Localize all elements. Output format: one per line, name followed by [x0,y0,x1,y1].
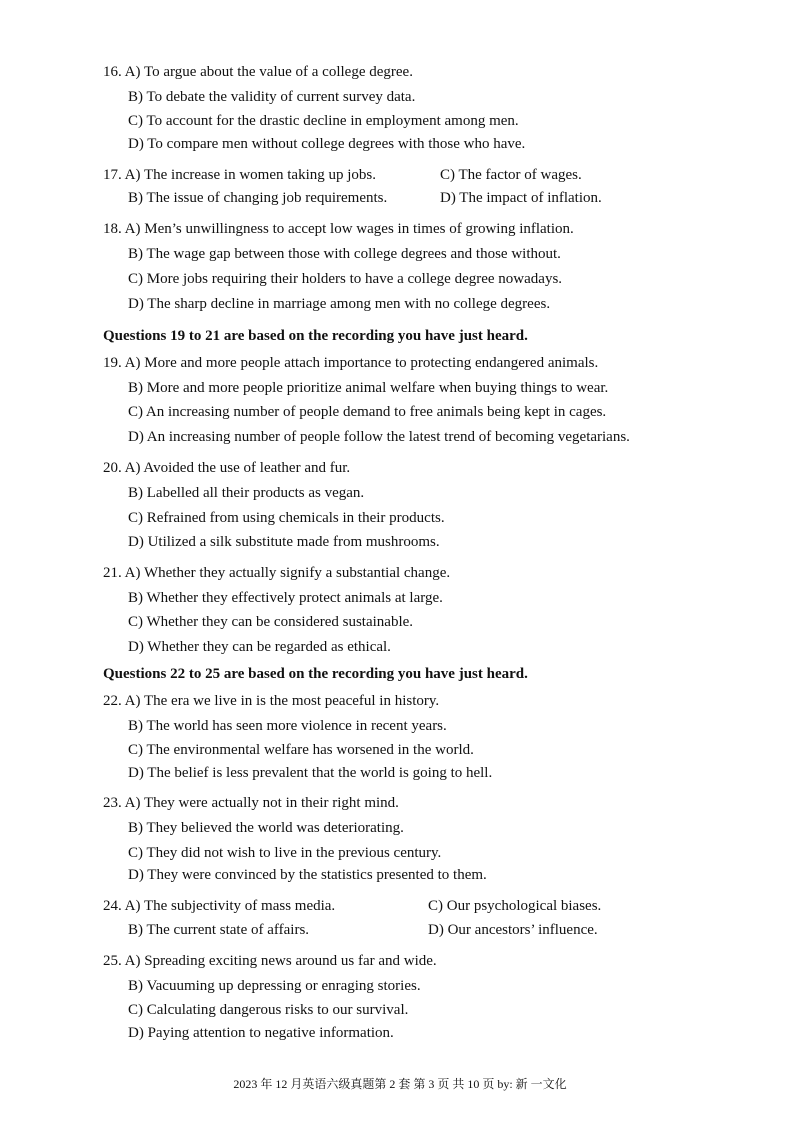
q19-option-c: C) An increasing number of people demand to free animals being kept in cages. [128,404,607,420]
page-footer: 2023 年 12 月英语六级真题第 2 套 第 3 页 共 10 页 by: 新 一文化 [233,1077,567,1091]
q25-option-c: C) Calculating dangerous risks to our survival. [128,1002,409,1018]
q18-option-b: B) The wage gap between those with college degrees and those without. [128,246,561,262]
q21-option-c: C) Whether they can be considered sustainable. [128,614,414,630]
q21-option-d: D) Whether they can be regarded as ethical. [128,639,391,655]
q18-option-a: 18. A) Men’s unwillingness to accept low wages in times of growing inflation. [103,221,574,237]
q21-option-a: 21. A) Whether they actually signify a substantial change. [103,565,451,581]
q23-option-b: B) They believed the world was deteriorating. [128,820,404,836]
q17-option-c: C) The factor of wages. [440,167,582,183]
q16-option-d: D) To compare men without college degrees with those who have. [128,136,526,152]
q20-option-b: B) Labelled all their products as vegan. [128,485,365,501]
q18-option-d: D) The sharp decline in marriage among men with no college degrees. [128,296,551,312]
q22-option-d: D) The belief is less prevalent that the world is going to hell. [128,765,493,781]
q20-option-c: C) Refrained from using chemicals in their products. [128,510,445,526]
q23-option-a: 23. A) They were actually not in their right mind. [103,795,399,811]
q22-option-c: C) The environmental welfare has worsened in the world. [128,742,474,758]
q23-option-d: D) They were convinced by the statistics presented to them. [128,867,487,883]
q24-option-c: C) Our psychological biases. [428,898,602,914]
q19-option-d: D) An increasing number of people follow the latest trend of becoming vegetarians. [128,429,630,445]
q18-option-c: C) More jobs requiring their holders to have a college degree nowadays. [128,271,563,287]
q21-option-b: B) Whether they effectively protect animals at large. [128,590,443,606]
q19-option-a: 19. A) More and more people attach importance to protecting endangered animals. [103,355,599,371]
section-heading-22-25: Questions 22 to 25 are based on the recording you have just heard. [103,666,528,682]
q25-option-a: 25. A) Spreading exciting news around us far and wide. [103,953,437,969]
q24-option-d: D) Our ancestors’ influence. [428,922,598,938]
q17-option-b: B) The issue of changing job requirements. [128,190,388,206]
q20-option-d: D) Utilized a silk substitute made from mushrooms. [128,534,440,550]
q17-option-a: 17. A) The increase in women taking up jobs. [103,167,377,183]
q23-option-c: C) They did not wish to live in the previous century. [128,845,442,861]
q16-option-c: C) To account for the drastic decline in employment among men. [128,113,519,129]
q16-option-b: B) To debate the validity of current survey data. [128,89,416,105]
section-heading-19-21: Questions 19 to 21 are based on the recording you have just heard. [103,328,528,344]
q24-option-b: B) The current state of affairs. [128,922,310,938]
q16-option-a: 16. A) To argue about the value of a college degree. [103,64,413,80]
q17-option-d: D) The impact of inflation. [440,190,602,206]
q22-option-b: B) The world has seen more violence in recent years. [128,718,447,734]
q19-option-b: B) More and more people prioritize animal welfare when buying things to wear. [128,380,609,396]
q24-option-a: 24. A) The subjectivity of mass media. [103,898,336,914]
q20-option-a: 20. A) Avoided the use of leather and fur. [103,460,351,476]
q25-option-d: D) Paying attention to negative information. [128,1025,394,1041]
q22-option-a: 22. A) The era we live in is the most peaceful in history. [103,693,440,709]
q25-option-b: B) Vacuuming up depressing or enraging stories. [128,978,421,994]
